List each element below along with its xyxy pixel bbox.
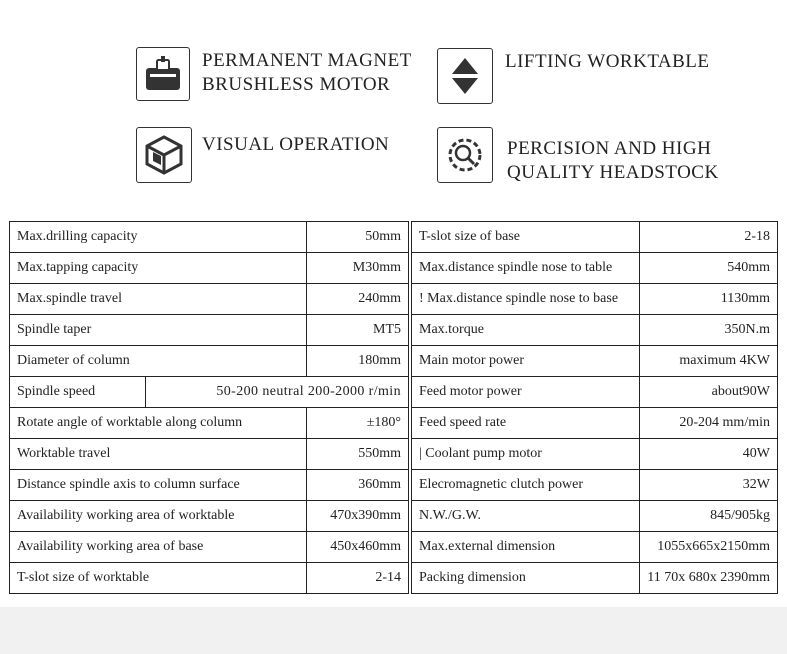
spec-label: | Coolant pump motor: [412, 439, 640, 470]
spec-label: Max.torque: [412, 315, 640, 346]
feature-label: LIFTING WORKTABLE: [505, 51, 710, 72]
spec-value: 350N.m: [640, 315, 778, 346]
spec-label: Max.external dimension: [412, 532, 640, 563]
table-row: [10, 377, 409, 408]
gear-search-icon: [437, 127, 493, 183]
spec-label: Spindle speed: [10, 377, 146, 407]
spec-value: 11 70x 680x 2390mm: [640, 563, 778, 594]
table-row: [10, 439, 409, 470]
table-row: [10, 253, 409, 284]
spec-label: Distance spindle axis to column surface: [10, 470, 307, 501]
feature-label: PERCISION AND HIGH QUALITY HEADSTOCK: [507, 138, 719, 183]
feature-brushless-motor: [136, 47, 412, 101]
spec-value: maximum 4KW: [640, 346, 778, 377]
spec-value: MT5: [307, 315, 409, 346]
spindle-speed-cell: [10, 377, 409, 408]
table-row: [412, 377, 778, 408]
spec-label: Max.distance spindle nose to table: [412, 253, 640, 284]
table-row: [412, 253, 778, 284]
spec-value: 2-14: [307, 563, 409, 594]
table-row: [412, 439, 778, 470]
table-row: [10, 346, 409, 377]
table-row: [10, 563, 409, 594]
spec-label: Max.spindle travel: [10, 284, 307, 315]
spec-table-right: [411, 221, 778, 594]
motor-icon: [136, 47, 190, 101]
spec-label: Feed motor power: [412, 377, 640, 408]
spec-value: 360mm: [307, 470, 409, 501]
spec-value: 50-200 neutral 200-2000 r/min: [216, 384, 401, 399]
spec-label: ! Max.distance spindle nose to base: [412, 284, 640, 315]
spec-label: Worktable travel: [10, 439, 307, 470]
spec-label: Spindle taper: [10, 315, 307, 346]
spec-value: 550mm: [307, 439, 409, 470]
spec-value: about90W: [640, 377, 778, 408]
table-row: [412, 408, 778, 439]
spec-label: Max.tapping capacity: [10, 253, 307, 284]
spec-value: 450x460mm: [307, 532, 409, 563]
spec-value: 1055x665x2150mm: [640, 532, 778, 563]
footer-band: [0, 607, 787, 654]
spec-value: 2-18: [640, 222, 778, 253]
table-row: [10, 408, 409, 439]
spec-value: 50mm: [307, 222, 409, 253]
feature-label: PERMANENT MAGNET BRUSHLESS MOTOR: [202, 50, 412, 95]
table-row: [412, 501, 778, 532]
up-down-arrow-icon: [437, 48, 493, 104]
spec-value: 470x390mm: [307, 501, 409, 532]
spec-table-left: [9, 221, 409, 594]
table-row: [10, 284, 409, 315]
table-row: [412, 346, 778, 377]
spec-value: 40W: [640, 439, 778, 470]
spec-label: T-slot size of worktable: [10, 563, 307, 594]
feature-visual-operation: [136, 127, 389, 183]
table-row: [10, 501, 409, 532]
spec-label: Availability working area of base: [10, 532, 307, 563]
table-row: [10, 532, 409, 563]
spec-value: 180mm: [307, 346, 409, 377]
spec-value: 20-204 mm/min: [640, 408, 778, 439]
table-row: [10, 470, 409, 501]
spec-label: Max.drilling capacity: [10, 222, 307, 253]
spec-value: 240mm: [307, 284, 409, 315]
table-row: [412, 222, 778, 253]
table-row: [10, 222, 409, 253]
table-row: [10, 315, 409, 346]
cube-icon: [136, 127, 192, 183]
spec-label: Availability working area of worktable: [10, 501, 307, 532]
spec-value: ±180°: [307, 408, 409, 439]
spec-label: Rotate angle of worktable along column: [10, 408, 307, 439]
feature-headstock: [437, 127, 719, 185]
spec-label: Packing dimension: [412, 563, 640, 594]
table-row: [412, 315, 778, 346]
spec-value: 1130mm: [640, 284, 778, 315]
spec-label: Elecromagnetic clutch power: [412, 470, 640, 501]
spec-label: Main motor power: [412, 346, 640, 377]
spec-label: Feed speed rate: [412, 408, 640, 439]
spec-label: Diameter of column: [10, 346, 307, 377]
table-row: [412, 470, 778, 501]
spec-value: 32W: [640, 470, 778, 501]
feature-label: VISUAL OPERATION: [202, 134, 390, 155]
spec-value: 540mm: [640, 253, 778, 284]
spec-value: 845/905kg: [640, 501, 778, 532]
feature-lifting-worktable: [437, 48, 710, 104]
table-row: [412, 563, 778, 594]
spec-value: M30mm: [307, 253, 409, 284]
spec-label: T-slot size of base: [412, 222, 640, 253]
table-row: [412, 284, 778, 315]
table-row: [412, 532, 778, 563]
spec-label: N.W./G.W.: [412, 501, 640, 532]
